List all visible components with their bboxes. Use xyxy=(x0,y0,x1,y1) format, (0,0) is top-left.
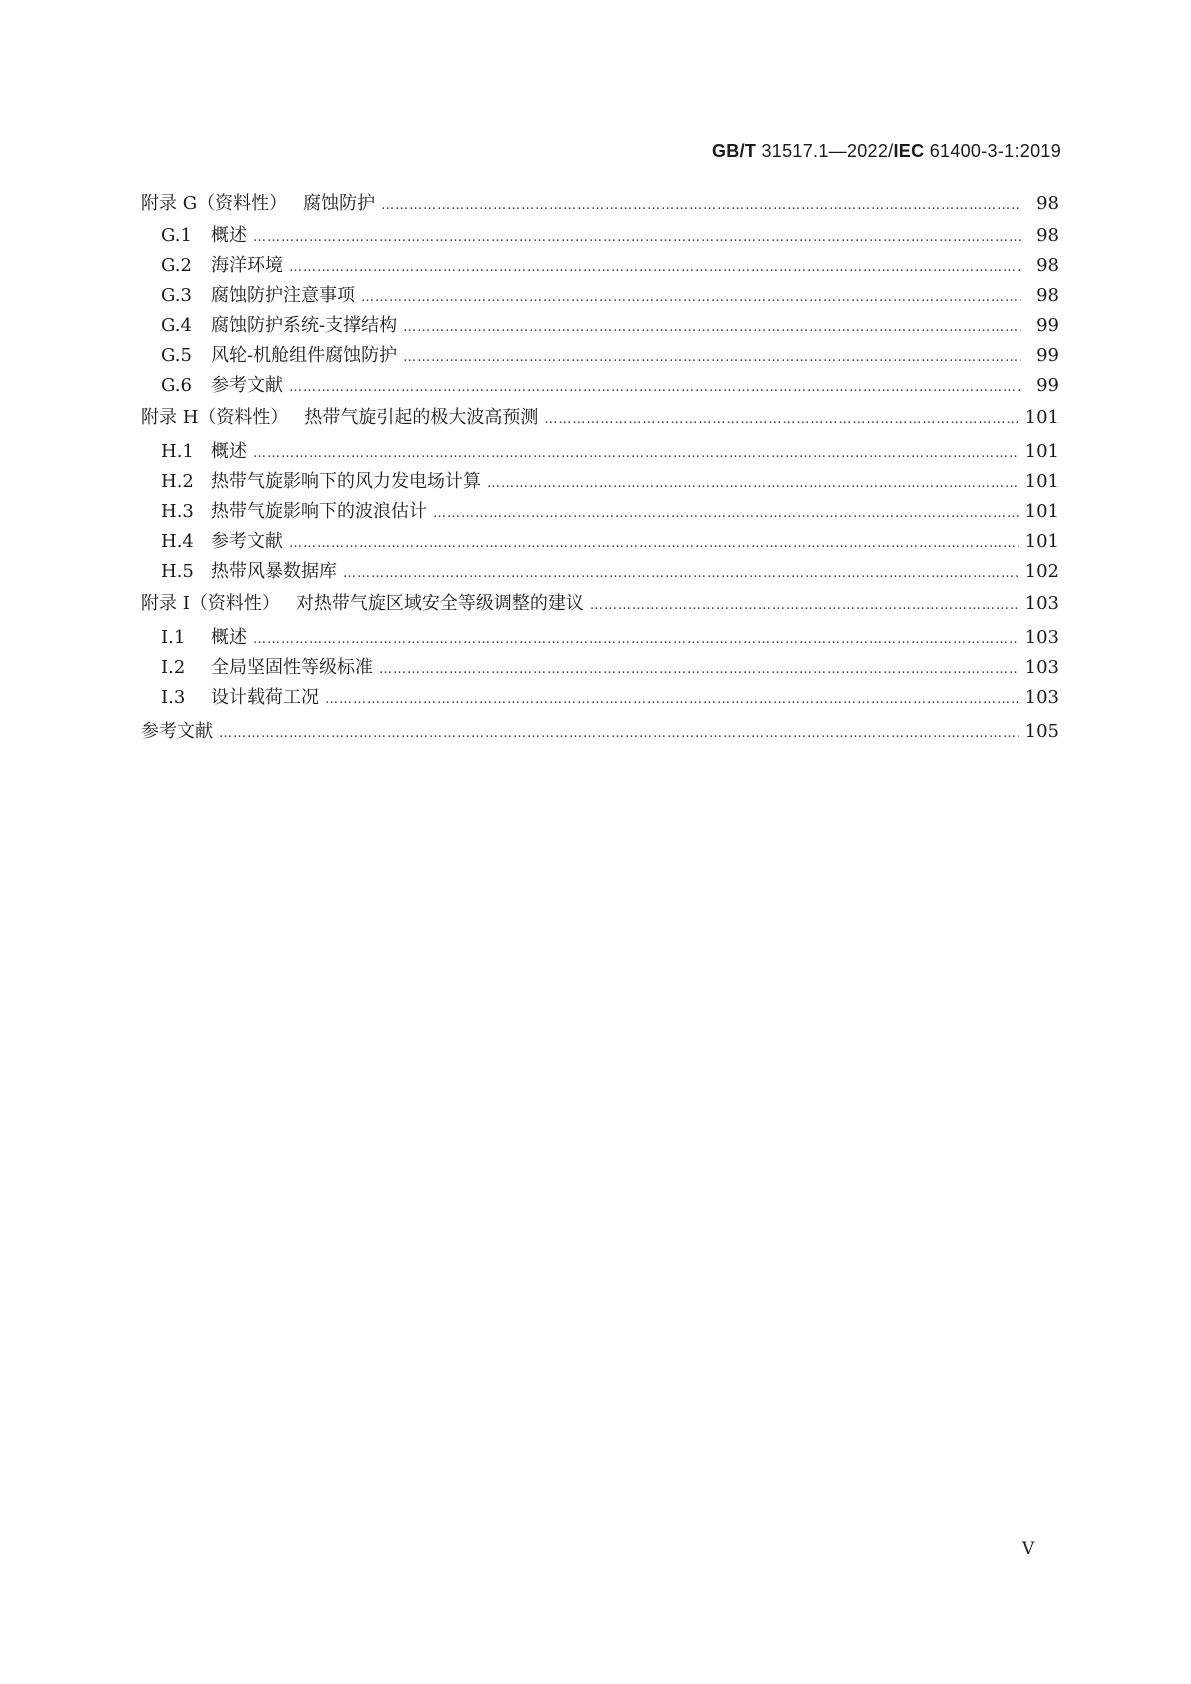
standard-number: 31517.1—2022/ xyxy=(756,141,894,161)
standard-prefix: GB/T xyxy=(711,141,757,161)
toc-dot-leader xyxy=(289,530,1019,556)
toc-entry[interactable] xyxy=(141,720,1059,744)
toc-entry-page: 103 xyxy=(1024,687,1059,708)
toc-entry-title: 概述 xyxy=(211,627,247,648)
toc-dot-leader xyxy=(487,470,1019,496)
toc-entry-number: G.5 xyxy=(161,345,192,366)
toc-entry-number: 附录 G（资料性） xyxy=(141,193,288,214)
toc-entry-title: 腐蚀防护注意事项 xyxy=(211,285,355,306)
toc-entry[interactable] xyxy=(141,560,1059,584)
toc-dot-leader xyxy=(325,686,1019,712)
toc-entry-number: H.3 xyxy=(161,501,194,522)
toc-entry[interactable] xyxy=(141,254,1059,278)
toc-entry-number: G.6 xyxy=(161,375,192,396)
toc-entry-number: H.4 xyxy=(161,531,194,552)
toc-entry[interactable] xyxy=(141,686,1059,710)
toc-entry[interactable] xyxy=(141,470,1059,494)
toc-entry[interactable] xyxy=(141,284,1059,308)
toc-dot-leader xyxy=(253,440,1019,466)
document-header xyxy=(712,141,1061,162)
toc-entry[interactable] xyxy=(141,530,1059,554)
toc-entry-title: 海洋环境 xyxy=(211,255,283,276)
toc-entry-number: G.3 xyxy=(161,285,192,306)
toc-entry-title: 热带气旋影响下的波浪估计 xyxy=(211,501,427,522)
toc-entry[interactable] xyxy=(141,440,1059,464)
toc-entry[interactable] xyxy=(141,406,1059,430)
toc-entry-title: 参考文献 xyxy=(141,721,213,742)
toc-entry[interactable] xyxy=(141,344,1059,368)
toc-entry-title: 腐蚀防护 xyxy=(303,193,376,214)
toc-entry-page: 103 xyxy=(1024,627,1059,648)
toc-dot-leader xyxy=(403,344,1021,370)
toc-entry-title: 风轮-机舱组件腐蚀防护 xyxy=(211,345,398,366)
toc-entry-number: I.2 xyxy=(161,657,186,678)
toc-entry-title: 参考文献 xyxy=(211,375,283,396)
toc-entry-page: 101 xyxy=(1024,407,1059,428)
toc-entry-number: 附录 I（资料性） xyxy=(141,593,280,614)
toc-entry-page: 98 xyxy=(1036,225,1059,246)
toc-entry-title: 参考文献 xyxy=(211,531,283,552)
toc-dot-leader xyxy=(403,314,1021,340)
iec-prefix: IEC xyxy=(893,141,925,161)
toc-entry-title: 腐蚀防护系统-支撑结构 xyxy=(211,315,398,336)
toc-entry-page: 103 xyxy=(1024,657,1059,678)
toc-entry[interactable] xyxy=(141,592,1059,616)
toc-entry-number: I.1 xyxy=(161,627,186,648)
toc-entry[interactable] xyxy=(141,500,1059,524)
toc-dot-leader xyxy=(219,720,1019,746)
toc-dot-leader xyxy=(433,500,1019,526)
toc-entry-title: 概述 xyxy=(211,225,247,246)
toc-entry-page: 101 xyxy=(1024,441,1059,462)
page-number: V xyxy=(1022,1539,1035,1559)
toc-entry-page: 102 xyxy=(1024,561,1059,582)
toc-entry-page: 99 xyxy=(1036,375,1059,396)
toc-entry-number: G.4 xyxy=(161,315,192,336)
toc-entry-title: 概述 xyxy=(211,441,247,462)
toc-entry[interactable] xyxy=(141,192,1059,216)
toc-dot-leader xyxy=(379,656,1019,682)
toc-dot-leader xyxy=(590,592,1019,618)
toc-entry-number: 附录 H（资料性） xyxy=(141,407,289,428)
toc-entry[interactable] xyxy=(141,626,1059,650)
toc-dot-leader xyxy=(289,254,1021,280)
toc-entry[interactable] xyxy=(141,224,1059,248)
toc-entry-page: 101 xyxy=(1024,531,1059,552)
toc-entry-page: 103 xyxy=(1024,593,1059,614)
toc-entry-page: 98 xyxy=(1036,285,1059,306)
toc-entry-page: 101 xyxy=(1024,471,1059,492)
toc-entry-title: 设计载荷工况 xyxy=(211,687,319,708)
toc-entry-page: 99 xyxy=(1036,345,1059,366)
toc-entry-page: 99 xyxy=(1036,315,1059,336)
toc-dot-leader xyxy=(253,626,1019,652)
toc-entry-number: G.1 xyxy=(161,225,192,246)
toc-entry-title: 热带风暴数据库 xyxy=(211,561,337,582)
toc-entry-number: I.3 xyxy=(161,687,186,708)
toc-entry[interactable] xyxy=(141,374,1059,398)
toc-entry-number: H.1 xyxy=(161,441,194,462)
toc-entry-page: 105 xyxy=(1024,721,1059,742)
toc-entry[interactable] xyxy=(141,314,1059,338)
toc-entry-page: 98 xyxy=(1036,255,1059,276)
toc-dot-leader xyxy=(289,374,1021,400)
toc-entry-title: 全局坚固性等级标准 xyxy=(211,657,373,678)
toc-entry[interactable] xyxy=(141,656,1059,680)
toc-entry-title: 热带气旋影响下的风力发电场计算 xyxy=(211,471,481,492)
iec-number: 61400-3-1:2019 xyxy=(924,141,1061,161)
toc-entry-number: H.5 xyxy=(161,561,194,582)
toc-entry-title: 对热带气旋区域安全等级调整的建议 xyxy=(295,593,584,614)
toc-entry-title: 热带气旋引起的极大波高预测 xyxy=(304,407,539,428)
toc-entry-page: 98 xyxy=(1036,193,1059,214)
toc-dot-leader xyxy=(343,560,1019,586)
toc-dot-leader xyxy=(361,284,1021,310)
toc-dot-leader xyxy=(381,192,1021,218)
toc-dot-leader xyxy=(253,224,1021,250)
toc-entry-page: 101 xyxy=(1024,501,1059,522)
toc-entry-number: H.2 xyxy=(161,471,194,492)
toc-entry-number: G.2 xyxy=(161,255,192,276)
toc-dot-leader xyxy=(544,406,1018,432)
